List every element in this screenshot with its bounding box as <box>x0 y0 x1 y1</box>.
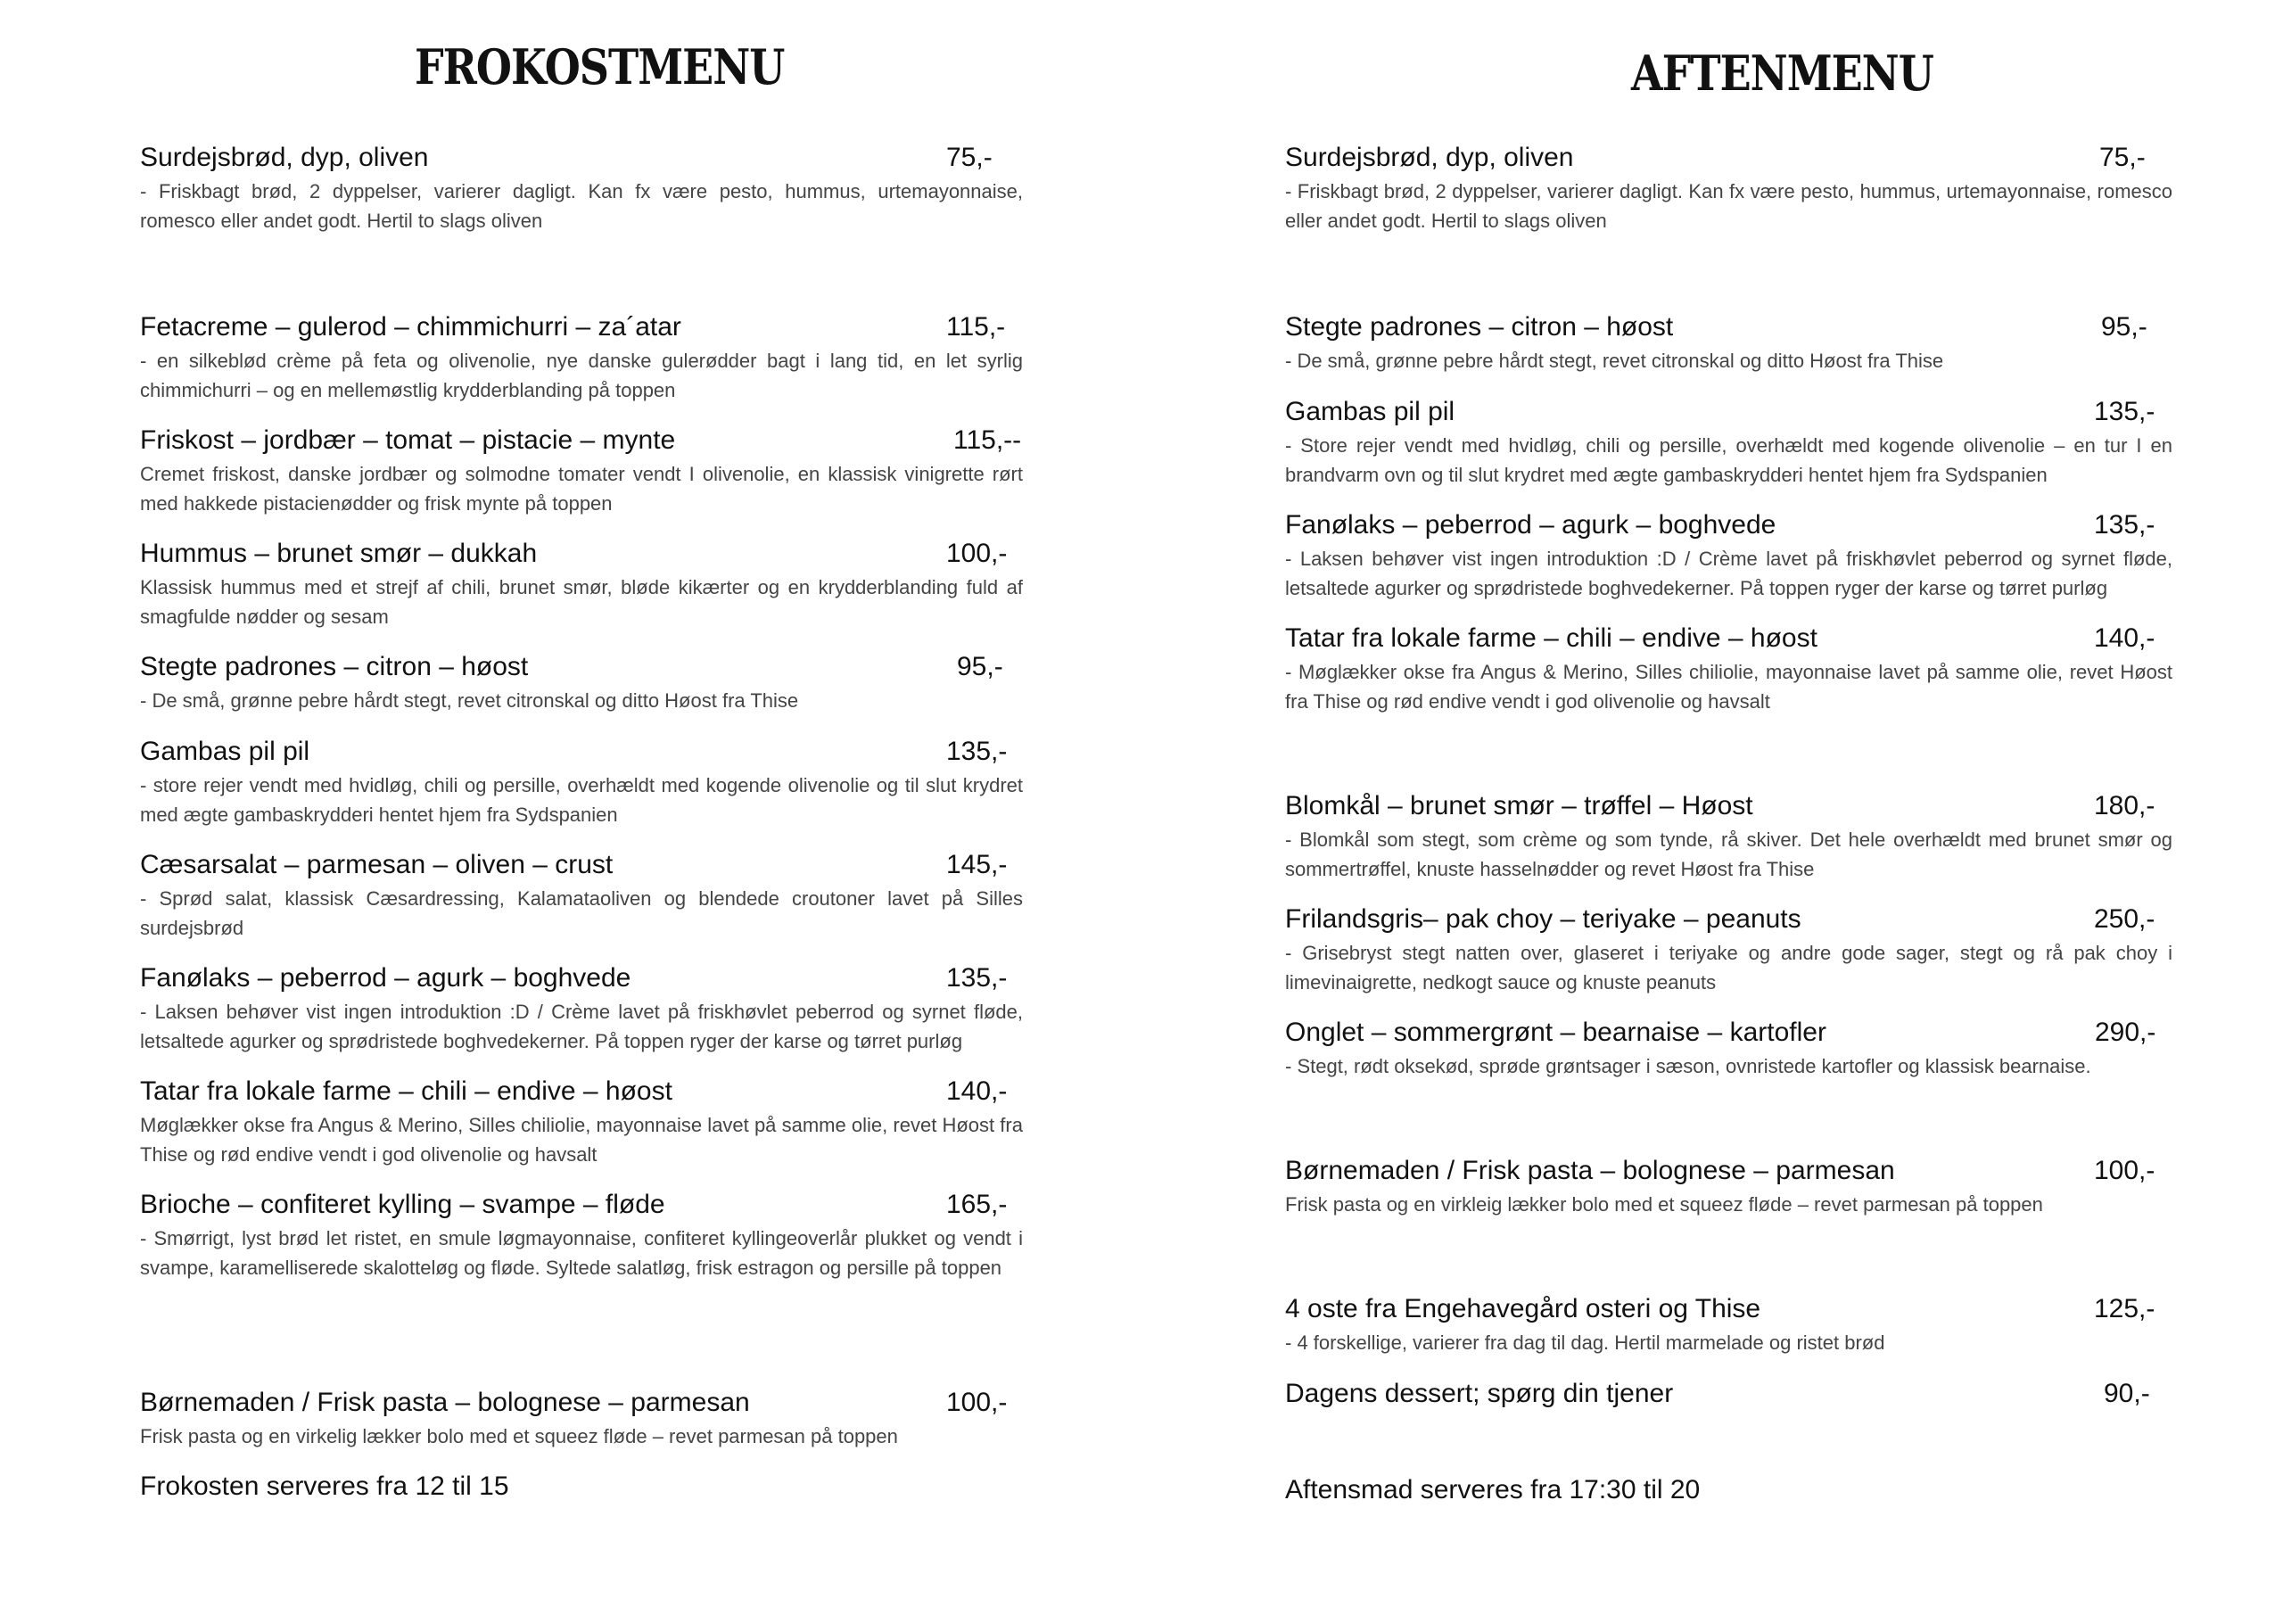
item-name: 4 oste fra Engehavegård osteri og Thise <box>1285 1294 1761 1323</box>
item-name: Friskost – jordbær – tomat – pistacie – mynte <box>140 425 676 455</box>
item-description: Frisk pasta og en virkelig lækker bolo med et squeez fløde – revet parmesan på toppen <box>140 1425 898 1447</box>
item-price: 95,- <box>957 652 1003 681</box>
menu-item <box>140 423 1023 518</box>
item-name: Surdejsbrød, dyp, oliven <box>1285 143 1574 172</box>
menu-item <box>1285 309 2172 375</box>
item-price: 135,- <box>2094 510 2155 540</box>
item-price: 115,- <box>946 312 1006 342</box>
item-price: 290,- <box>2095 1018 2156 1047</box>
item-description: - Blomkål som stegt, som crème og som tynde, rå skiver. Det hele overhældt med brunet smør og sommertrøffel, knuste hasselnødder og revet Høost fra Thise <box>1285 828 2172 880</box>
item-name: Tatar fra lokale farme – chili – endive – høost <box>1285 623 1817 653</box>
menu-item <box>1285 140 2172 235</box>
item-price: 100,- <box>946 539 1008 568</box>
item-name: Fanølaks – peberrod – agurk – boghvede <box>140 963 631 993</box>
item-description: - Sprød salat, klassisk Cæsardressing, Kalamataoliven og blendede croutoner lavet på Silles surdejsbrød <box>140 887 1023 939</box>
item-price: 135,- <box>2094 397 2155 426</box>
menu-item <box>1285 902 2172 997</box>
item-name: Onglet – sommergrønt – bearnaise – kartofler <box>1285 1018 1826 1047</box>
item-price: 125,- <box>2094 1294 2155 1323</box>
item-description: - Laksen behøver vist ingen introduktion :D / Crème lavet på friskhøvlet peberrod og syrnet fløde, letsaltede agurker og sprødristede boghvedekerner. På toppen ryger der karse og tørret purløg <box>140 1001 1023 1052</box>
menu-item <box>140 1385 1023 1451</box>
item-name: Børnemaden / Frisk pasta – bolognese – parmesan <box>140 1388 750 1417</box>
item-description: - Store rejer vendt med hvidløg, chili og persille, overhældt med kogende olivenolie – en tur I en brandvarm ovn og til slut krydret med ægte gambaskrydderi hentet hjem fra Sydspanien <box>1285 434 2172 486</box>
item-description: - en silkeblød crème på feta og olivenolie, nye danske gulerødder bagt i lang tid, en let syrlig chimmichurri – og en mellemøstlig krydderblanding på toppen <box>140 350 1023 401</box>
item-price: 140,- <box>2094 623 2155 653</box>
item-price: 145,- <box>946 850 1008 879</box>
menu-item <box>1285 621 2172 716</box>
item-name: Hummus – brunet smør – dukkah <box>140 539 538 568</box>
menu-item <box>140 734 1023 829</box>
dinner-menu-title: AFTENMENU <box>1631 45 1933 102</box>
item-description: - 4 forskellige, varierer fra dag til dag. Hertil marmelade og ristet brød <box>1285 1331 1885 1354</box>
item-name: Børnemaden / Frisk pasta – bolognese – parmesan <box>1285 1156 1895 1185</box>
item-description: Frisk pasta og en virkleig lækker bolo med et squeez fløde – revet parmesan på toppen <box>1285 1193 2043 1216</box>
menu-item <box>140 140 1023 235</box>
item-price: 95,- <box>2101 312 2147 342</box>
menu-item <box>1285 1153 2172 1219</box>
item-price: 115,-- <box>953 425 1022 455</box>
item-name: Frilandsgris– pak choy – teriyake – peanuts <box>1285 904 1801 934</box>
menu-item <box>140 536 1023 631</box>
menu-item <box>1285 1376 2172 1415</box>
item-price: 100,- <box>2094 1156 2155 1185</box>
item-name: Gambas pil pil <box>140 737 310 766</box>
item-description: - store rejer vendt med hvidløg, chili og persille, overhældt med kogende olivenolie og til slut krydret med ægte gambaskrydderi hentet hjem fra Sydspanien <box>140 774 1023 826</box>
menu-item <box>140 649 1023 715</box>
lunch-serving-hours: Frokosten serveres fra 12 til 15 <box>140 1471 509 1501</box>
item-price: 75,- <box>946 143 993 172</box>
item-description: - Møglækker okse fra Angus & Merino, Silles chiliolie, mayonnaise lavet på samme olie, revet Høost fra Thise og rød endive vendt i god olivenolie og havsalt <box>1285 661 2172 713</box>
item-description: Cremet friskost, danske jordbær og solmodne tomater vendt I olivenolie, en klassisk vinigrette rørt med hakkede pistacienødder og frisk mynte på toppen <box>140 463 1023 515</box>
item-name: Fetacreme – gulerod – chimmichurri – za´atar <box>140 312 681 342</box>
menu-item <box>1285 1291 2172 1357</box>
item-name: Stegte padrones – citron – høost <box>1285 312 1674 342</box>
item-description: - Smørrigt, lyst brød let ristet, en smule løgmayonnaise, confiteret kyllingeoverlår plukket og vendt i svampe, karamelliserede skalotteløg og fløde. Syltede salatløg, frisk estragon og persille på toppen <box>140 1227 1023 1279</box>
menu-item <box>140 847 1023 943</box>
item-description: - Friskbagt brød, 2 dyppelser, varierer dagligt. Kan fx være pesto, hummus, urtemayonnaise, romesco eller andet godt. Hertil to slags oliven <box>140 180 1023 232</box>
item-description: - Friskbagt brød, 2 dyppelser, varierer dagligt. Kan fx være pesto, hummus, urtemayonnaise, romesco eller andet godt. Hertil to slags oliven <box>1285 180 2172 232</box>
item-price: 180,- <box>2094 791 2155 820</box>
menu-item <box>140 960 1023 1056</box>
item-price: 100,- <box>946 1388 1008 1417</box>
item-name: Tatar fra lokale farme – chili – endive – høost <box>140 1076 672 1106</box>
item-price: 165,- <box>946 1190 1008 1219</box>
item-name: Blomkål – brunet smør – trøffel – Høost <box>1285 791 1753 820</box>
item-description: - Grisebryst stegt natten over, glaseret i teriyake og andre gode sager, stegt og rå pak choy i limevinaigrette, nedkogt sauce og knuste peanuts <box>1285 942 2172 993</box>
menu-item <box>140 1187 1023 1282</box>
item-price: 90,- <box>2104 1379 2150 1408</box>
item-name: Brioche – confiteret kylling – svampe – fløde <box>140 1190 665 1219</box>
item-price: 135,- <box>946 737 1008 766</box>
menu-item <box>140 1074 1023 1169</box>
menu-item <box>1285 1015 2172 1081</box>
item-description: - Stegt, rødt oksekød, sprøde grøntsager i sæson, ovnristede kartofler og klassisk bearnaise. <box>1285 1055 2091 1077</box>
menu-item <box>1285 507 2172 603</box>
item-price: 250,- <box>2094 904 2155 934</box>
lunch-menu-title: FROKOSTMENU <box>415 38 785 95</box>
menu-item <box>1285 394 2172 490</box>
item-description: - Laksen behøver vist ingen introduktion :D / Crème lavet på friskhøvlet peberrod og syrnet fløde, letsaltede agurker og sprødristede boghvedekerner. På toppen ryger der karse og tørret purløg <box>1285 548 2172 599</box>
item-description: - De små, grønne pebre hårdt stegt, revet citronskal og ditto Høost fra Thise <box>1285 350 1944 372</box>
item-name: Cæsarsalat – parmesan – oliven – crust <box>140 850 614 879</box>
item-price: 135,- <box>946 963 1008 993</box>
item-price: 75,- <box>2099 143 2146 172</box>
item-name: Fanølaks – peberrod – agurk – boghvede <box>1285 510 1776 540</box>
item-description: Møglækker okse fra Angus & Merino, Silles chiliolie, mayonnaise lavet på samme olie, revet Høost fra Thise og rød endive vendt i god olivenolie og havsalt <box>140 1114 1023 1166</box>
menu-item <box>140 309 1023 405</box>
item-name: Stegte padrones – citron – høost <box>140 652 529 681</box>
dinner-serving-hours: Aftensmad serveres fra 17:30 til 20 <box>1285 1475 1701 1504</box>
item-description: - De små, grønne pebre hårdt stegt, revet citronskal og ditto Høost fra Thise <box>140 689 799 712</box>
menu-item <box>1285 788 2172 884</box>
item-name: Dagens dessert; spørg din tjener <box>1285 1379 1674 1408</box>
item-name: Surdejsbrød, dyp, oliven <box>140 143 429 172</box>
item-name: Gambas pil pil <box>1285 397 1455 426</box>
item-price: 140,- <box>946 1076 1008 1106</box>
item-description: Klassisk hummus med et strejf af chili, brunet smør, bløde kikærter og en krydderblanding fuld af smagfulde nødder og sesam <box>140 576 1023 628</box>
